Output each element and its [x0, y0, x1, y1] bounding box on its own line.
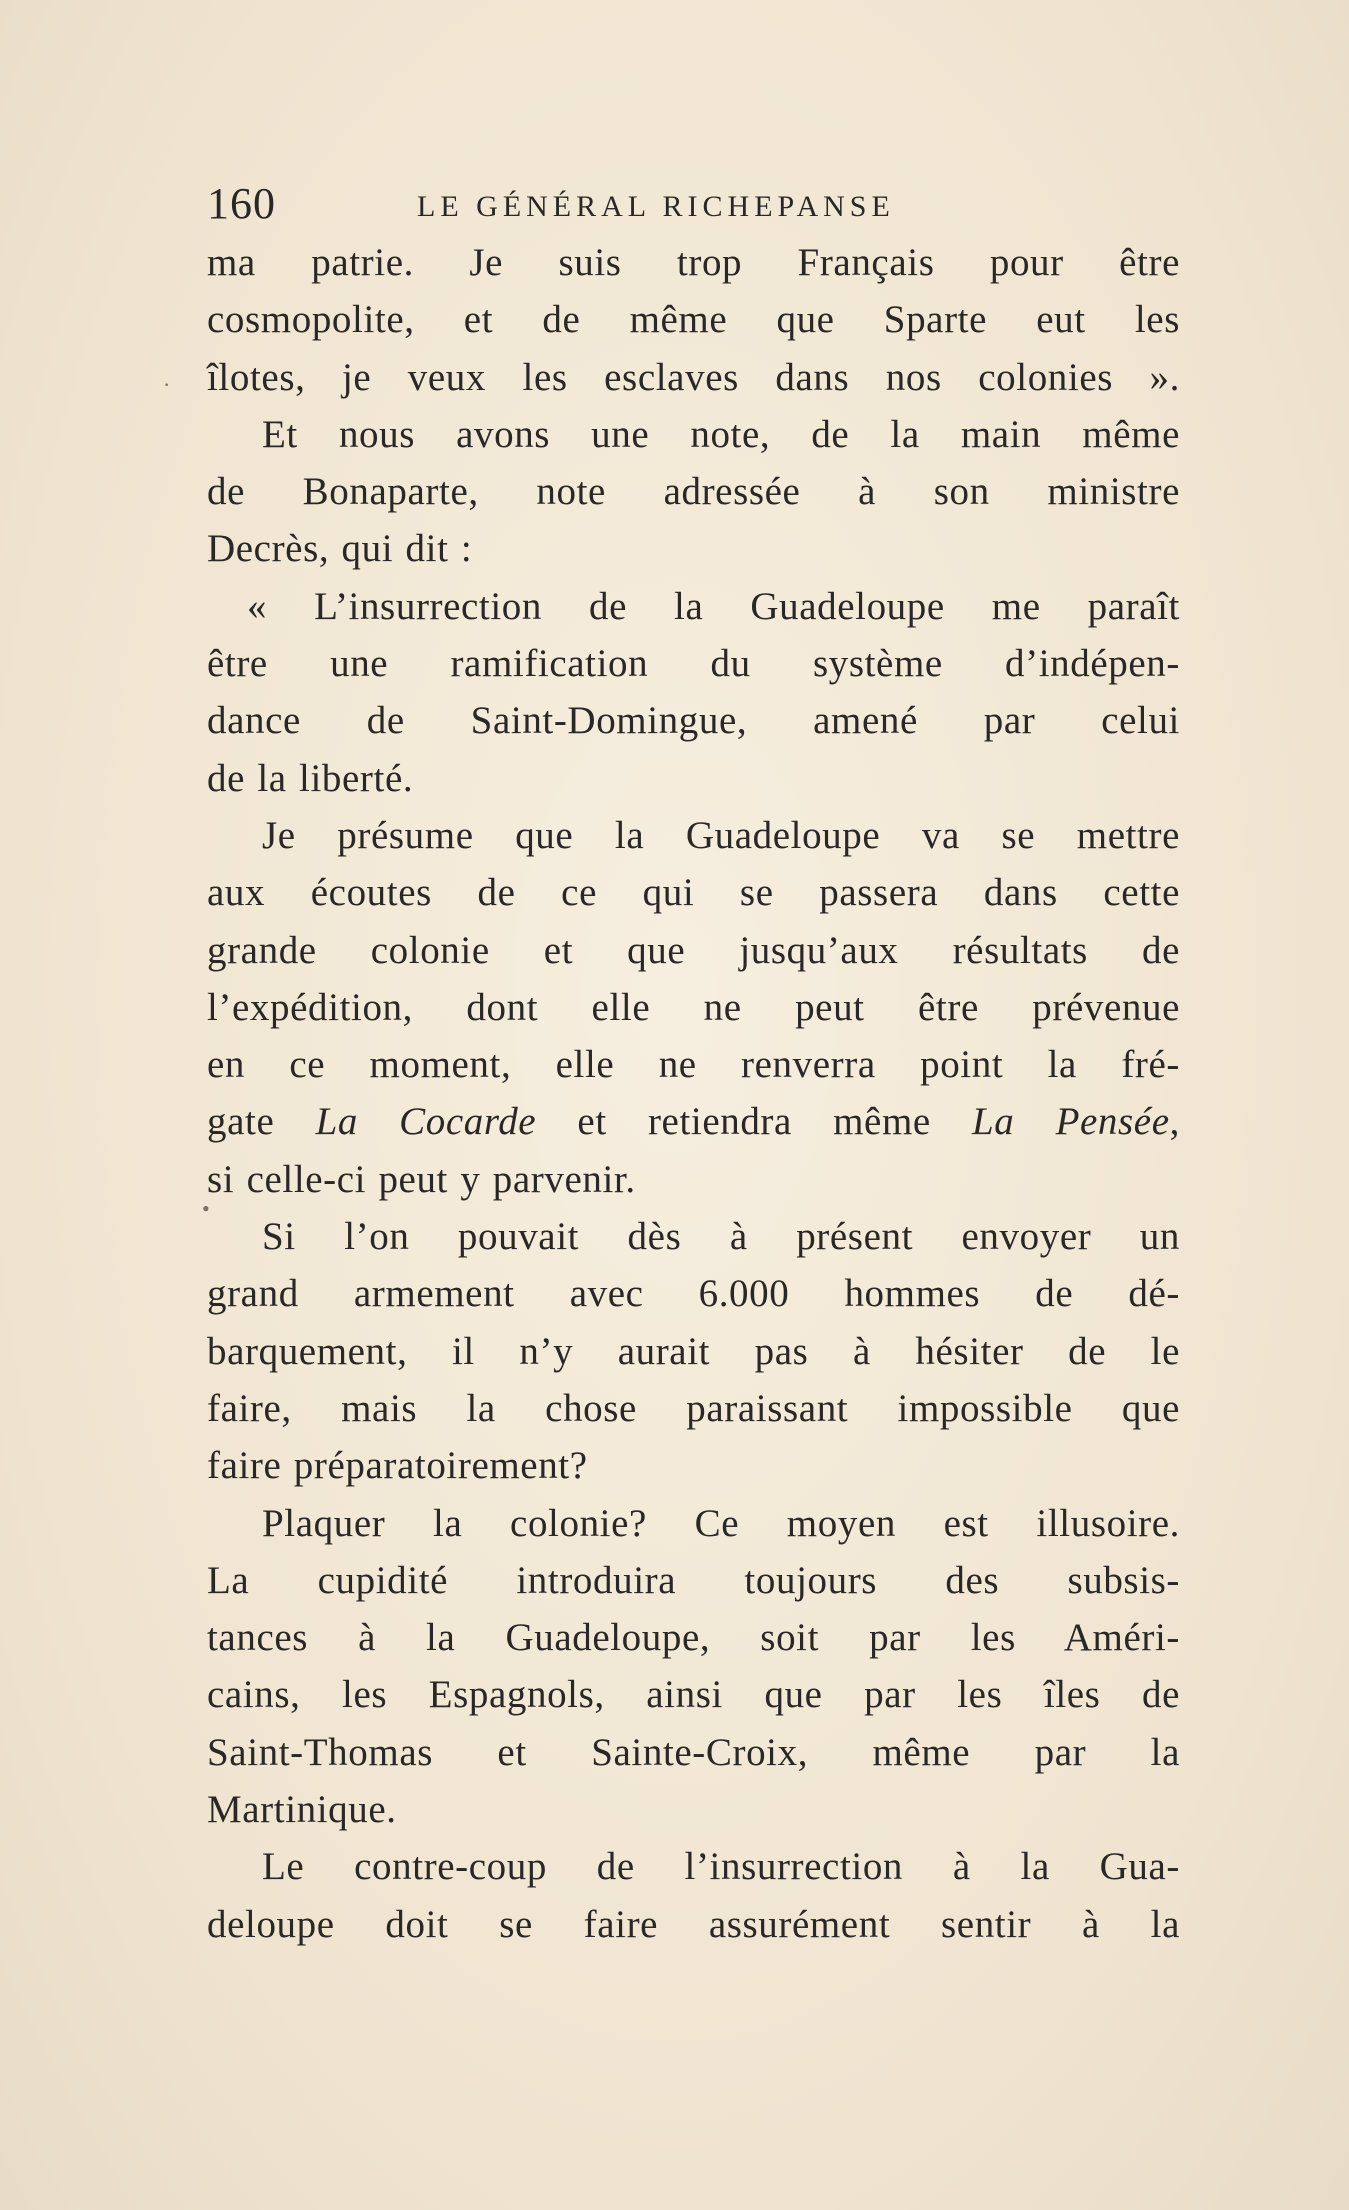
text-line: faire préparatoirement? — [207, 1444, 588, 1488]
paragraph-start-line: Le contre-coup de l’insurrection à la Gua- — [262, 1845, 1180, 1889]
text-line: grande colonie et que jusqu’aux résultats de — [207, 928, 1180, 972]
text-line: l’expédition, dont elle ne peut être prévenue — [207, 985, 1180, 1029]
text-fragment: gate — [207, 1100, 316, 1144]
text-line: tances à la Guadeloupe, soit par les Améri- — [207, 1616, 1180, 1660]
paragraph-start-line: Si l’on pouvait dès à présent envoyer un — [262, 1215, 1180, 1259]
paragraph-start-line: Je présume que la Guadeloupe va se mettre — [262, 813, 1180, 857]
running-title: LE GÉNÉRAL RICHEPANSE — [417, 190, 895, 223]
text-line: aux écoutes de ce qui se passera dans cette — [207, 871, 1180, 915]
text-line: dance de Saint-Domingue, amené par celui — [207, 699, 1180, 743]
text-line: grand armement avec 6.000 hommes de dé- — [207, 1272, 1180, 1316]
text-line: cains, les Espagnols, ainsi que par les îles de — [207, 1673, 1180, 1717]
margin-speck-mark: · — [163, 372, 171, 397]
text-line: ma patrie. Je suis trop Français pour être — [207, 241, 1180, 284]
text-line: Saint-Thomas et Sainte-Croix, même par la — [207, 1730, 1180, 1774]
page-number: 160 — [207, 179, 276, 228]
text-line: en ce moment, elle ne renverra point la fré- — [207, 1043, 1180, 1087]
paragraph-start-line: Et nous avons une note, de la main même — [262, 412, 1180, 456]
text-line: de la liberté. — [207, 756, 414, 800]
book-page — [207, 178, 1180, 1953]
text-line-with-ship-names — [207, 1093, 1180, 1150]
ship-name-la-pensee: La Pensée — [972, 1100, 1170, 1144]
body-text — [207, 234, 1180, 1953]
text-line: barquement, il n’y aurait pas à hésiter de le — [207, 1329, 1180, 1373]
text-line: cosmopolite, et de même que Sparte eut les — [207, 298, 1180, 342]
text-line: être une ramification du système d’indépen- — [207, 642, 1180, 686]
paragraph-start-line: Plaquer la colonie? Ce moyen est illusoire. — [262, 1501, 1180, 1545]
margin-dot-mark: • — [202, 1196, 210, 1221]
text-line: si celle-ci peut y parvenir. — [207, 1157, 636, 1201]
text-line: îlotes, je veux les esclaves dans nos colonies ». — [207, 355, 1180, 399]
text-line: Martinique. — [207, 1788, 397, 1832]
text-line: Decrès, qui dit : — [207, 527, 473, 571]
text-fragment: , — [1169, 1100, 1180, 1144]
quote-start-line: « L’insurrection de la Guadeloupe me paraît — [247, 584, 1180, 628]
text-line: La cupidité introduira toujours des subsis- — [207, 1558, 1180, 1602]
ship-name-la-cocarde: La Cocarde — [315, 1100, 537, 1144]
text-fragment: et retiendra même — [536, 1100, 973, 1144]
text-line: de Bonaparte, note adressée à son ministre — [207, 470, 1180, 514]
text-line: faire, mais la chose paraissant impossible que — [207, 1386, 1180, 1430]
page-header — [207, 178, 1180, 234]
text-line: deloupe doit se faire assurément sentir à la — [207, 1902, 1180, 1946]
